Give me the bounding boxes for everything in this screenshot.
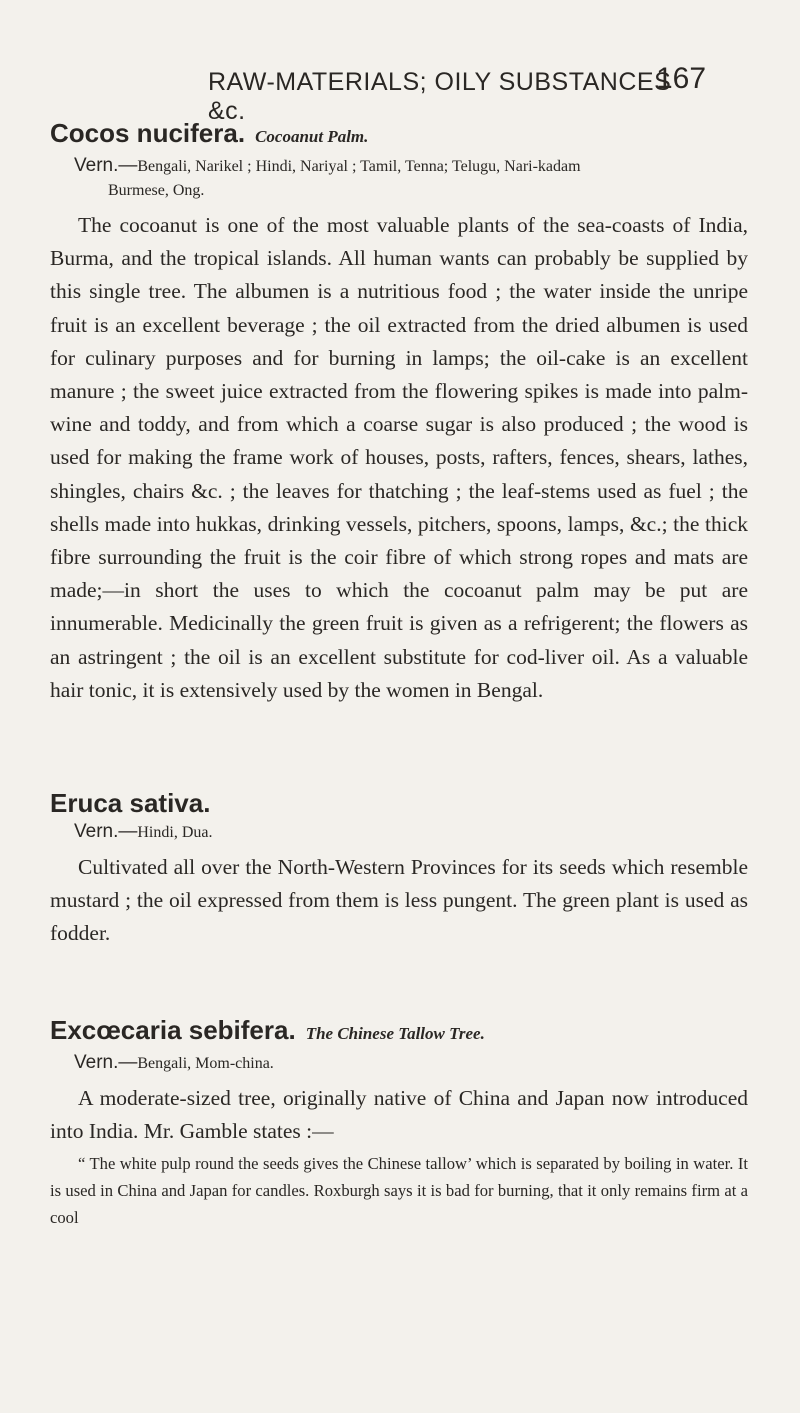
- vernacular-names: [74, 154, 748, 203]
- vern-label: Vern.—: [74, 1052, 138, 1073]
- botanical-name: Excœcaria sebifera.: [50, 1015, 296, 1045]
- entry-description: Cultivated all over the North-Western Provinces for its seeds which resemble mustard ; the oil expressed from them is less pungent. The green plant is used as fodder.: [50, 855, 748, 946]
- entry-description: The cocoanut is one of the most valuable plants of the sea-coasts of India, Burma, and the tropical islands. All human wants can probably be supplied by this single tree. The albumen is a nutritious food ; the water inside the unripe fruit is an excellent beverage ; the oil extracted from the dried albumen is used for culinary purposes and for burning in lamps; the oil-cake is an excellent manure ; the sweet juice extracted from the flowering spikes is made into palm-wine and toddy, and from which a coarse sugar is also produced ; the wood is used for making the frame work of houses, posts, rafters, fences, shears, lathes, shingles, chairs &c. ; the leaves for thatching ; the leaf-stems used as fuel ; the shells made into hukkas, drinking vessels, pitchers, spoons, lamps, &c.; the thick fibre surrounding the fruit is the coir fibre of which strong ropes and mats are made;—in short the uses to which the cocoanut palm may be put are innumerable. Medicinally the green fruit is given as a refrigerent; the flowers as an astringent ; the oil is an excellent substitute for cod-liver oil. As a valuable hair tonic, it is extensively used by the women in Bengal.: [50, 213, 748, 702]
- entry-description: A moderate-sized tree, originally native of China and Japan now introduced into India. Mr. Gamble states :—: [50, 1086, 748, 1144]
- entry-heading: [50, 1015, 748, 1049]
- entry-heading: [50, 118, 748, 152]
- entry-excoecaria-sebifera: [50, 1015, 748, 1231]
- vern-line: Bengali, Narikel ; Hindi, Nariyal ; Tamil, Tenna; Telugu, Nari-kadam: [137, 158, 581, 175]
- entry-eruca-sativa: [50, 788, 748, 951]
- vernacular-names: [74, 820, 748, 845]
- vern-line: Hindi, Dua.: [137, 824, 213, 841]
- page-number: 167: [656, 62, 707, 95]
- running-head: RAW-MATERIALS; OILY SUBSTANCES &c.: [208, 68, 672, 125]
- vern-line-continued: Burmese, Ong.: [108, 182, 205, 199]
- common-name: Cocoanut Palm.: [255, 127, 369, 146]
- vern-label: Vern.—: [74, 821, 138, 842]
- block-quote: “ The white pulp round the seeds gives the Chinese tallow’ which is separated by boiling in water. It is used in China and Japan for candles. Roxburgh says it is bad for burning, that it only remains firm at a cool: [50, 1154, 748, 1228]
- botanical-name: Eruca sativa.: [50, 788, 211, 818]
- vern-label: Vern.—: [74, 155, 138, 176]
- entry-heading: [50, 788, 748, 818]
- common-name: The Chinese Tallow Tree.: [305, 1024, 485, 1043]
- vernacular-names: [74, 1051, 748, 1076]
- vern-line: Bengali, Mom-china.: [137, 1055, 274, 1072]
- botanical-name: Cocos nucifera.: [50, 118, 246, 148]
- entry-cocos-nucifera: [50, 118, 748, 707]
